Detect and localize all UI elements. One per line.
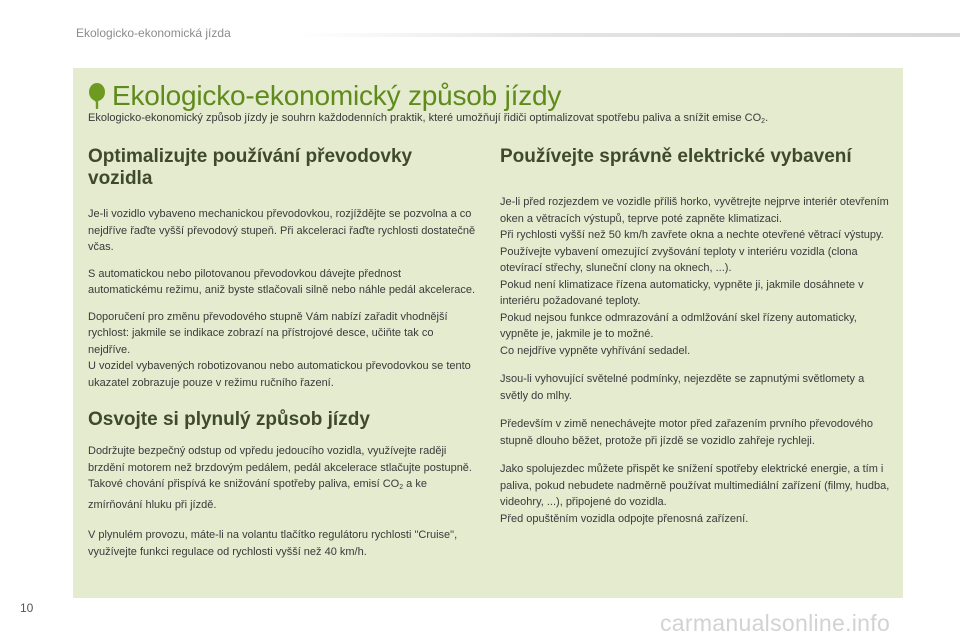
right-column bbox=[500, 146, 895, 527]
paragraph-safe-distance-text: Dodržujte bezpečný odstup od vpředu jedoucího vozidla, využívejte raději brzdění motorem než brzdovým pedálem, pedál akcelerace stlačujte postupně. Takové chování přispívá ke snižování spotřeby paliva, emisí CO bbox=[88, 445, 472, 490]
watermark: carmanualsonline.info bbox=[660, 610, 891, 636]
paragraph-robotized-gearbox: U vozidel vybavených robotizovanou nebo automatickou převodovkou se tento ukazatel zobrazuje pouze v režimu ručního řazení. bbox=[88, 360, 471, 389]
paragraph-cruise-control: V plynulém provozu, máte-li na volantu tlačítko regulátoru rychlosti "Cruise", využívejte funkci regulace od rychlosti vyšší než 40 km/h. bbox=[88, 529, 458, 558]
paragraph-disconnect-devices: Před opuštěním vozidla odpojte přenosná zařízení. bbox=[500, 512, 749, 525]
paragraph-winter-idling: Především v zimě nenechávejte motor před zařazením prvního převodového stupně dlouho běžet, protože při jízdě se vozidlo zahřeje rychleji. bbox=[500, 418, 873, 447]
heading-smooth-driving: Osvojte si plynulý způsob jízdy bbox=[88, 409, 370, 430]
paragraph-safe-distance bbox=[88, 443, 476, 513]
paragraph-ventilate: Je-li před rozjezdem ve vozidle příliš horko, vyvětrejte nejprve interiér otevřením oken a větracích výstupů, teprve poté zapněte klimatizaci. bbox=[500, 196, 889, 225]
paragraph-multimedia: Jako spolujezdec můžete přispět ke snížení spotřeby elektrické energie, a tím i paliva, pokud nebudete nadměrně používat multimediální zařízení (filmy, hudba, videohry, ...), připojené do vozidla. bbox=[500, 463, 890, 508]
co2-subscript: 2 bbox=[399, 484, 404, 491]
paragraph-sun-blinds: Používejte vybavení omezující zvyšování teploty v interiéru vozidla (clona otevírací střechy, sluneční clony na oknech, ...). bbox=[500, 245, 858, 274]
paragraph-close-windows: Při rychlosti vyšší než 50 km/h zavřete okna a nechte otevřené větrací výstupy. bbox=[500, 229, 884, 241]
tree-icon bbox=[88, 83, 106, 109]
running-head: Ekologicko-ekonomická jízda bbox=[76, 26, 231, 40]
heading-gearbox: Optimalizujte používání převodovky vozidla bbox=[88, 146, 413, 189]
paragraph-demisting: Pokud nejsou funkce odmrazování a odmlžování skel řízeny automaticky, vypněte je, jakmile je to možné. bbox=[500, 311, 857, 340]
page-title: Ekologicko-ekonomický způsob jízdy bbox=[112, 80, 562, 111]
paragraph-automatic-gearbox: S automatickou nebo pilotovanou převodovkou dávejte přednost automatickému režimu, aniž byste stlačovali silně nebo náhle pedál akcelerace. bbox=[88, 267, 476, 296]
heading-electrical-equipment: Používejte správně elektrické vybavení bbox=[500, 146, 852, 167]
page-number: 10 bbox=[20, 601, 34, 615]
header-rule bbox=[300, 33, 960, 37]
paragraph-gear-recommendation: Doporučení pro změnu převodového stupně Vám nabízí zařadit vhodnější rychlost: jakmile se indikace zobrazí na přístrojové desce, učiňte tak co nejdříve. bbox=[88, 310, 448, 356]
paragraph-air-conditioning: Pokud není klimatizace řízena automaticky, vypněte ji, jakmile dosáhnete v interiéru požadované teploty. bbox=[500, 278, 864, 307]
left-column bbox=[88, 146, 476, 560]
intro-text bbox=[88, 111, 898, 129]
intro-end: . bbox=[765, 112, 769, 124]
section-title-row bbox=[88, 78, 561, 114]
paragraph-manual-gearbox: Je-li vozidlo vybaveno mechanickou převodovkou, rozjíždějte se pozvolna a co nejdříve řaďte vyšší převodový stupeň. Při akceleraci řaďte rychlosti dostatečně včas. bbox=[88, 208, 476, 253]
intro-main: Ekologicko-ekonomický způsob jízdy je souhrn každodenních praktik, které umožňují řidiči optimalizovat spotřebu paliva a snížit emise CO bbox=[88, 112, 762, 124]
intro-subscript: 2 bbox=[761, 118, 766, 125]
paragraph-safe-distance-end: a ke zmírňování hluku při jízdě. bbox=[88, 478, 427, 511]
paragraph-headlamps: Jsou-li vyhovující světelné podmínky, nejezděte se zapnutými světlomety a světly do mlhy. bbox=[500, 373, 865, 402]
paragraph-heated-seats: Co nejdříve vypněte vyhřívání sedadel. bbox=[500, 344, 691, 357]
